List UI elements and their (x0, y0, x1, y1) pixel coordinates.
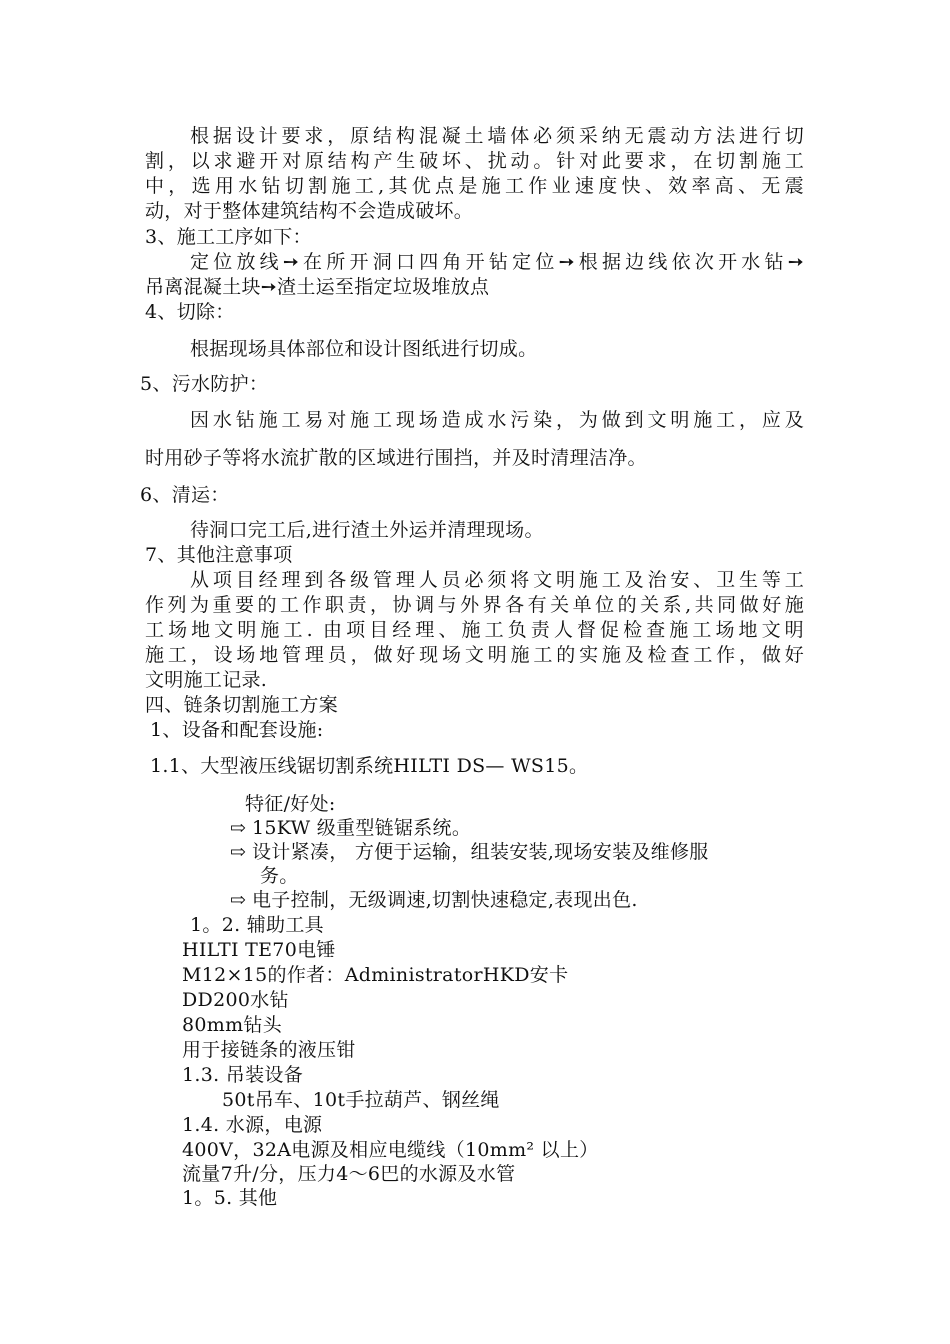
tool-item-4: 80mm钻头 (182, 1014, 283, 1036)
heading-6: 6、清运： (140, 484, 230, 506)
para7-line3: 工场地文明施工. 由项目经理、施工负责人督促检查施工场地文明 (145, 619, 804, 641)
heading-3: 3、施工工序如下： (145, 226, 312, 248)
bullet-item-2 (230, 840, 709, 864)
bullet-item-2-continued: 务。 (260, 865, 299, 887)
para7-line1: 从项目经理到各级管理人员必须将文明施工及治安、卫生等工 (190, 569, 804, 591)
bullet-item-3 (230, 888, 638, 912)
bullet-item-1-text: 15KW 级重型链锯系统。 (252, 817, 472, 839)
para5-line1: 因水钻施工易对施工现场造成水污染，为做到文明施工，应及 (190, 409, 804, 431)
tool-item-5: 用于接链条的液压钳 (182, 1039, 356, 1061)
para1-line1: 根据设计要求，原结构混凝土墙体必须采纳无震动方法进行切 (190, 125, 804, 147)
heading-4: 4、切除： (145, 301, 235, 323)
heading-7: 7、其他注意事项 (145, 544, 293, 566)
subsection-1-2: 1。2. 辅助工具 (190, 914, 324, 936)
subsection-1-5: 1。5. 其他 (182, 1187, 278, 1209)
procedure-line2: 吊离混凝土块➙渣土运至指定垃圾堆放点 (145, 276, 490, 298)
lifting-equipment: 50t吊车、10t手拉葫芦、钢丝绳 (222, 1089, 500, 1111)
tool-item-2: M12×15的作者：AdministratorHKD安卡 (182, 964, 569, 986)
para1-line3: 中，选用水钻切割施工,其优点是施工作业速度快、效率高、无震 (145, 175, 804, 197)
bullet-item-2-text: 设计紧凑， 方便于运输，组装安装,现场安装及维修服 (252, 841, 709, 863)
para6: 待洞口完工后,进行渣土外运并清理现场。 (190, 519, 544, 541)
para5-line2: 时用砂子等将水流扩散的区域进行围挡，并及时清理洁净。 (145, 447, 647, 469)
subsection-1-4: 1.4. 水源，电源 (182, 1114, 323, 1136)
features-title: 特征/好处: (245, 793, 336, 815)
arrow-right-icon: ⇨ (230, 817, 247, 839)
bullet-item-3-text: 电子控制，无级调速,切割快速稳定,表现出色. (252, 889, 638, 911)
para7-line5: 文明施工记录. (145, 669, 268, 691)
para1-line2: 割，以求避开对原结构产生破坏、扰动。针对此要求，在切割施工 (145, 150, 804, 172)
tool-item-3: DD200水钻 (182, 989, 289, 1011)
heading-5: 5、污水防护： (140, 373, 269, 395)
subsection-1-1: 1.1、大型液压线锯切割系统HILTI DS— WS15。 (150, 755, 589, 777)
para1-line4: 动，对于整体建筑结构不会造成破坏。 (145, 200, 474, 222)
power-item-1: 400V，32A电源及相应电缆线（10mm² 以上） (182, 1139, 599, 1161)
subsection-1: 1、设备和配套设施: (150, 719, 324, 741)
subsection-1-3: 1.3. 吊装设备 (182, 1064, 303, 1086)
para7-line4: 施工，设场地管理员，做好现场文明施工的实施及检查工作，做好 (145, 644, 804, 666)
section-4-heading: 四、链条切割施工方案 (145, 694, 339, 716)
power-item-2: 流量7升/分，压力4～6巴的水源及水管 (182, 1163, 516, 1185)
para7-line2: 作列为重要的工作职责，协调与外界各有关单位的关系,共同做好施 (145, 594, 804, 616)
arrow-right-icon: ⇨ (230, 889, 247, 911)
para4: 根据现场具体部位和设计图纸进行切成。 (190, 338, 538, 360)
tool-item-1: HILTI TE70电锤 (182, 939, 336, 961)
procedure-line1: 定位放线➙在所开洞口四角开钻定位➙根据边线依次开水钻➙ (190, 251, 804, 273)
arrow-right-icon: ⇨ (230, 841, 247, 863)
bullet-item-1 (230, 816, 471, 840)
